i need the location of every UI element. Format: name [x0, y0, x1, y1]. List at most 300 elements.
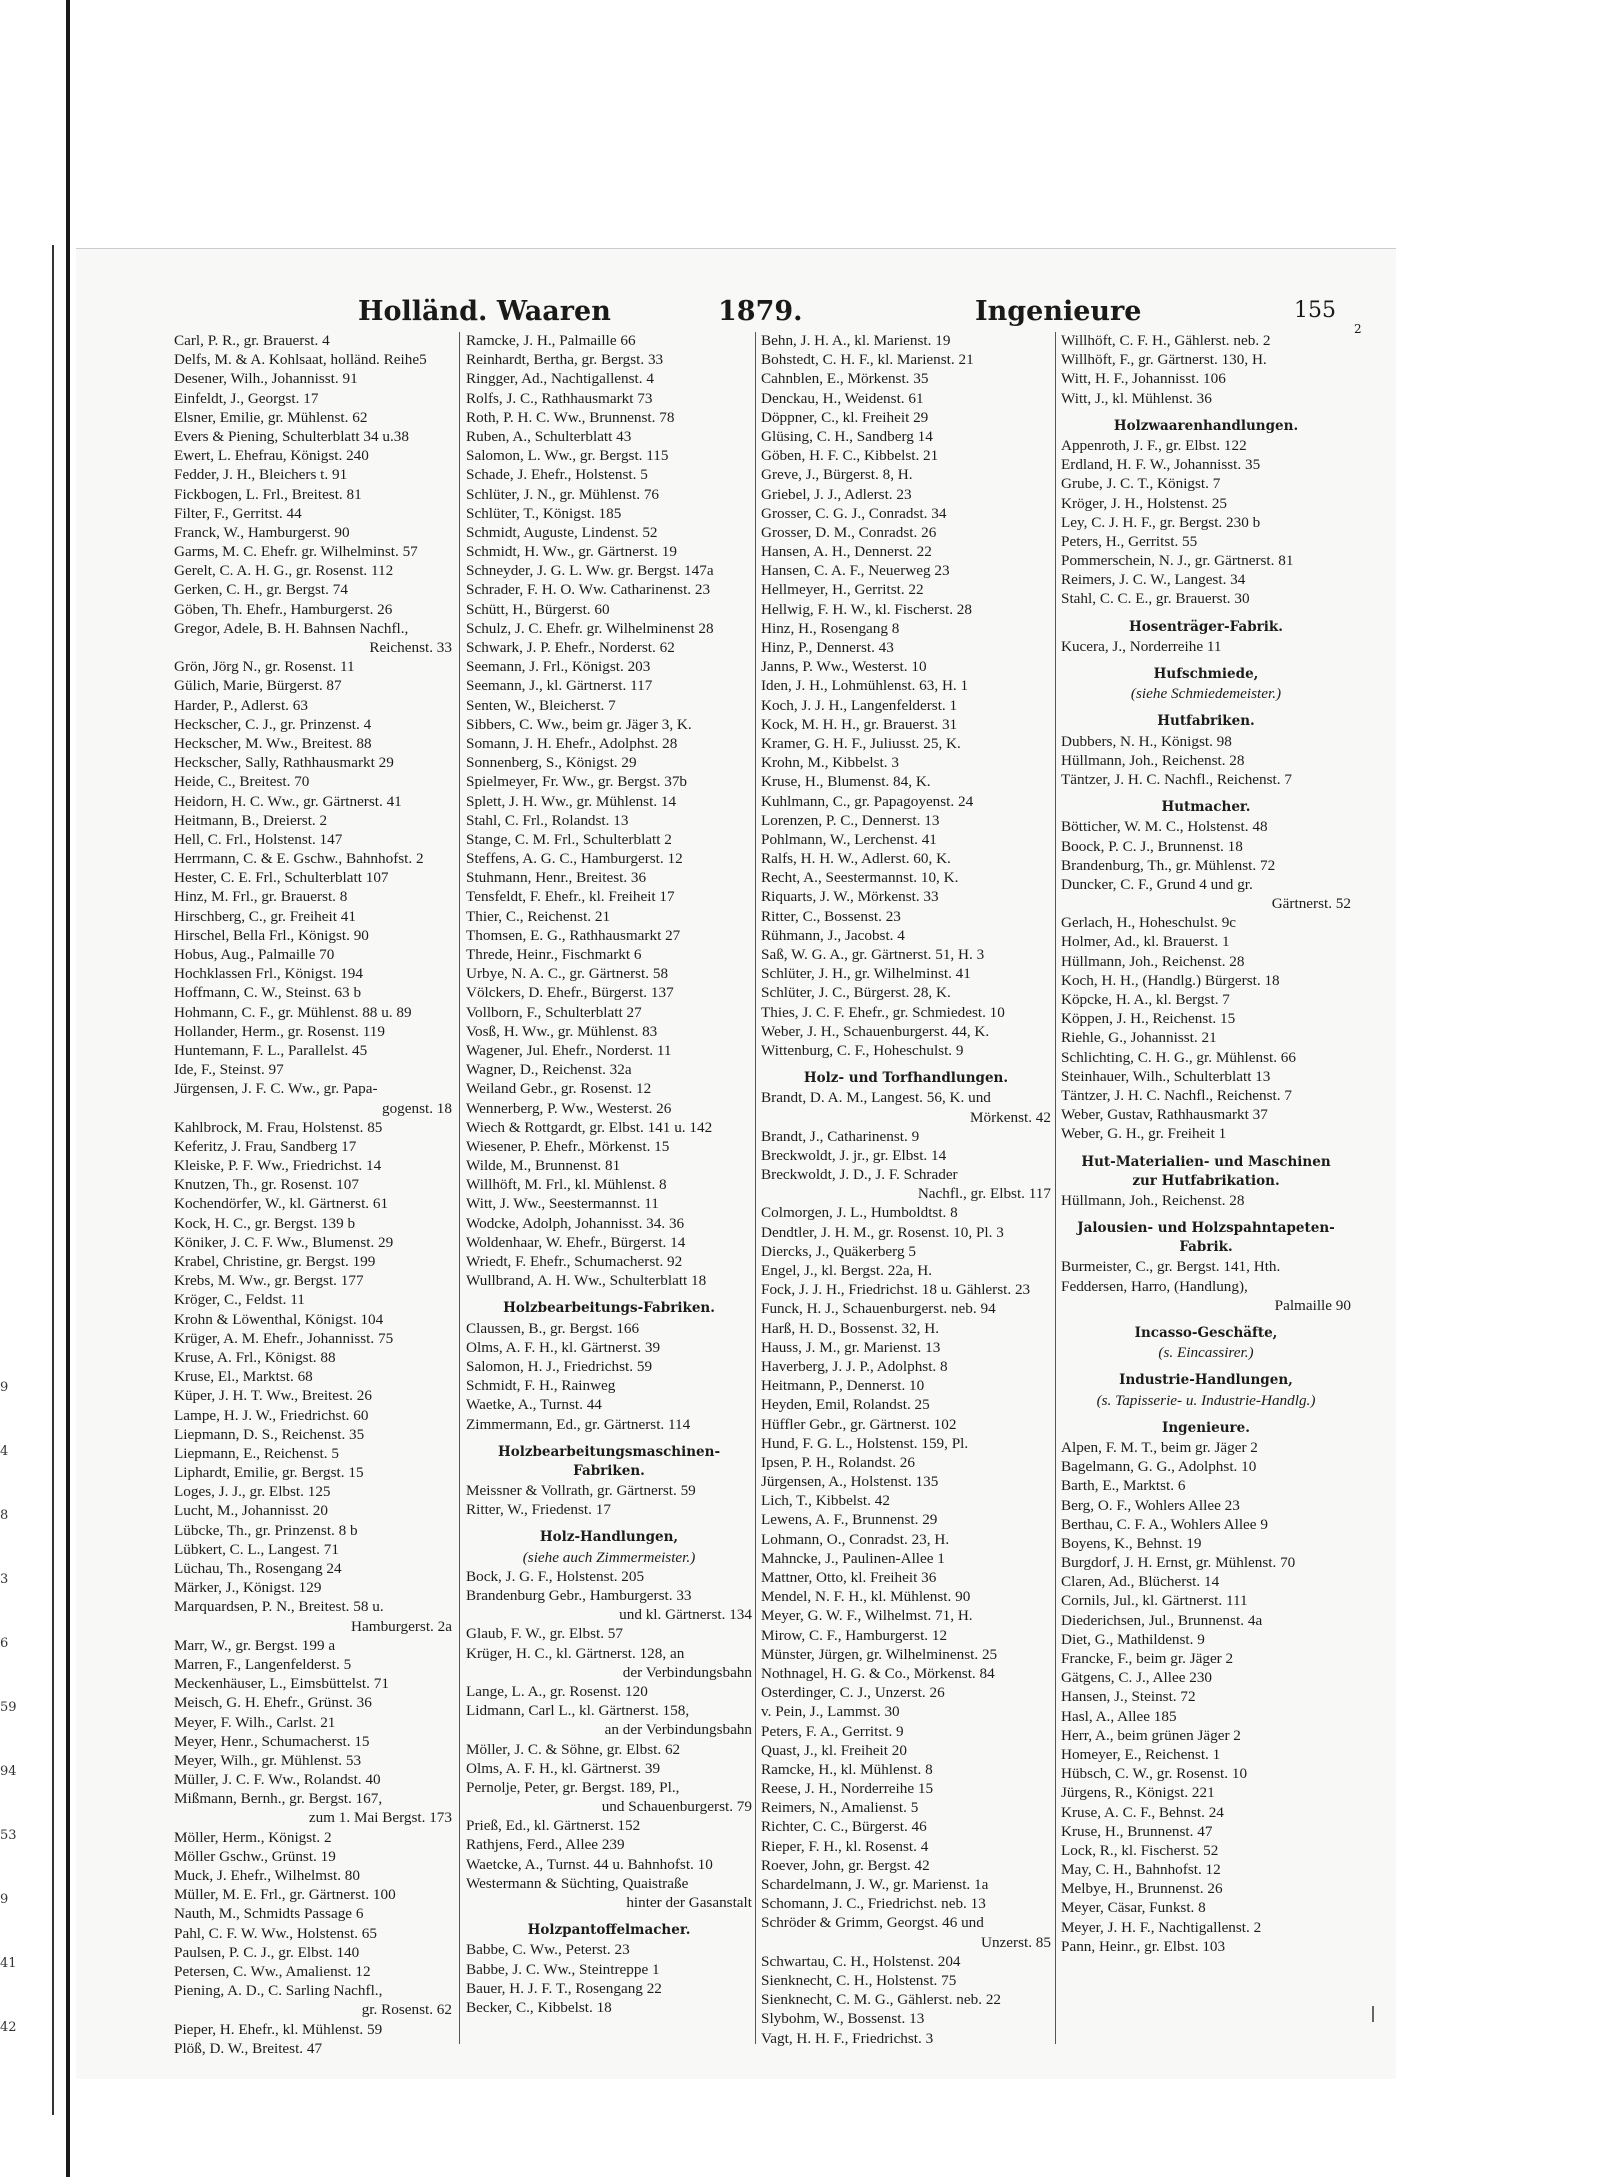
directory-entry: Thomsen, E. G., Rathhausmarkt 27	[466, 926, 681, 944]
section-heading: Hufschmiede,	[1153, 666, 1259, 682]
section-gap	[466, 1912, 752, 1921]
section-heading: Holz-Handlungen,	[539, 1529, 679, 1546]
directory-entry: Ewert, L. Ehefrau, Königst. 240	[174, 447, 369, 465]
directory-entry: Lucht, M., Johannisst. 20	[174, 1502, 328, 1520]
directory-entry: Reese, J. H., Norderreihe 15	[761, 1780, 934, 1798]
section-heading: Hosenträger-Fabrik.	[1129, 618, 1283, 635]
section-heading: Hutmacher.	[1161, 799, 1251, 816]
directory-entry: Rathjens, Ferd., Allee 239	[466, 1836, 625, 1854]
directory-entry: Cahnblen, E., Mörkenst. 35	[761, 370, 929, 388]
directory-entry: Reimers, N., Amalienst. 5	[761, 1799, 919, 1817]
directory-entry: Fock, J. J. H., Friedrichst. 18 u. Gählerst. 23	[761, 1281, 1031, 1299]
directory-entry: Hansen, A. H., Dennerst. 22	[761, 543, 932, 561]
directory-entry: Diet, G., Mathildenst. 9	[1061, 1630, 1205, 1648]
directory-entry: Riehle, G., Johannisst. 21	[1061, 1029, 1217, 1047]
directory-entry: Mißmann, Bernh., gr. Bergst. 167,	[174, 1790, 383, 1808]
directory-entry: Göben, H. F. C., Kibbelst. 21	[761, 447, 939, 465]
directory-entry: Schlüter, T., Königst. 185	[466, 504, 622, 522]
header-year: 1879.	[718, 296, 803, 327]
directory-entry: Wittenburg, C. F., Hoheschulst. 9	[761, 1041, 964, 1059]
directory-entry: Kruse, El., Marktst. 68	[174, 1368, 313, 1386]
directory-entry: Münster, Jürgen, gr. Wilhelminenst. 25	[761, 1645, 998, 1663]
directory-entry: Rühmann, J., Jacobst. 4	[761, 926, 905, 944]
directory-entry: Ide, F., Steinst. 97	[174, 1061, 284, 1079]
directory-entry: Möller, Herm., Königst. 2	[174, 1828, 332, 1846]
section-heading: Jalousien- und Holzspahntapeten-	[1077, 1220, 1335, 1237]
directory-entry: Kröger, J. H., Holstenst. 25	[1061, 494, 1228, 512]
directory-entry: Wullbrand, A. H. Ww., Schulterblatt 18	[466, 1272, 707, 1290]
directory-entry: Gerelt, C. A. H. G., gr. Rosenst. 112	[174, 562, 394, 580]
directory-entry: Täntzer, J. H. C. Nachfl., Reichenst. 7	[1061, 1086, 1292, 1104]
directory-entry: Appenroth, J. F., gr. Elbst. 122	[1061, 436, 1247, 454]
directory-entry: Märker, J., Königst. 129	[174, 1579, 322, 1597]
directory-entry: Garms, M. C. Ehefr. gr. Wilhelminst. 57	[174, 543, 418, 561]
directory-entry: Denckau, H., Weidenst. 61	[761, 389, 924, 407]
section-gap	[1061, 609, 1351, 618]
margin-number: 3	[0, 1572, 9, 1587]
section-crossref: (s. Tapisserie- u. Industrie-Handlg.)	[1096, 1391, 1316, 1409]
margin-number: 9	[0, 1892, 9, 1907]
directory-entry: Gätgens, C. J., Allee 230	[1061, 1669, 1213, 1687]
directory-entry: Schwartau, C. H., Holstenst. 204	[761, 1952, 961, 1970]
directory-entry: Mattner, Otto, kl. Freiheit 36	[761, 1569, 937, 1586]
section-heading: Holzbearbeitungs-Fabriken.	[503, 1300, 715, 1317]
entry-continuation: Palmaille 90	[1274, 1296, 1351, 1314]
directory-entry: Kruse, H., Brunnenst. 47	[1061, 1822, 1213, 1840]
directory-entry: Hirschel, Bella Frl., Königst. 90	[174, 926, 369, 944]
directory-entry: Mendel, N. F. H., kl. Mühlenst. 90	[761, 1588, 971, 1606]
directory-entry: Meisch, G. H. Ehefr., Grünst. 36	[174, 1694, 372, 1712]
directory-entry: Schardelmann, J. W., gr. Marienst. 1a	[761, 1876, 989, 1893]
directory-entry: Reinhardt, Bertha, gr. Bergst. 33	[466, 351, 664, 369]
section-gap	[1061, 703, 1351, 712]
directory-entry: Waetke, A., Turnst. 44	[466, 1396, 602, 1414]
directory-entry: Nothnagel, H. G. & Co., Mörkenst. 84	[761, 1664, 995, 1682]
directory-entry: Marquardsen, P. N., Breitest. 58 u.	[174, 1598, 384, 1616]
section-heading: Holzbearbeitungsmaschinen-	[497, 1443, 721, 1460]
section-gap	[1061, 1210, 1351, 1219]
directory-entry: Vagt, H. H. F., Friedrichst. 3	[761, 2029, 934, 2047]
directory-entry: Hüffler Gebr., gr. Gärtnerst. 102	[761, 1415, 957, 1433]
directory-entry: Lewens, A. F., Brunnenst. 29	[761, 1511, 938, 1529]
directory-entry: Prieß, Ed., kl. Gärtnerst. 152	[466, 1817, 641, 1835]
directory-entry: Kramer, G. H. F., Juliusst. 25, K.	[761, 734, 961, 752]
directory-entry: Gerken, C. H., gr. Bergst. 74	[174, 581, 348, 599]
directory-entry: Spielmeyer, Fr. Ww., gr. Bergst. 37b	[466, 773, 688, 791]
directory-entry: Grosser, D. M., Conradst. 26	[761, 523, 937, 541]
entry-continuation: Mörkenst. 42	[970, 1108, 1051, 1126]
directory-entry: Kruse, A. Frl., Königst. 88	[174, 1348, 336, 1366]
directory-entry: Meyer, G. W. F., Wilhelmst. 71, H.	[761, 1607, 973, 1625]
directory-entry: Glaub, F. W., gr. Elbst. 57	[466, 1625, 623, 1643]
directory-entry: Heckscher, Sally, Rathhausmarkt 29	[174, 754, 394, 772]
directory-entry: Lübcke, Th., gr. Prinzenst. 8 b	[174, 1521, 358, 1539]
directory-entry: Krohn, M., Kibbelst. 3	[761, 754, 899, 772]
directory-entry: Petersen, C. Ww., Amalienst. 12	[174, 1962, 371, 1980]
directory-entry: Ritter, W., Friedenst. 17	[466, 1501, 611, 1519]
directory-entry: Claren, Ad., Blücherst. 14	[1061, 1573, 1220, 1591]
entry-continuation: gogenst. 18	[381, 1099, 452, 1117]
directory-entry: Pohlmann, W., Lerchenst. 41	[761, 830, 937, 848]
directory-entry: Steffens, A. G. C., Hamburgerst. 12	[466, 850, 683, 868]
directory-entry: Hollander, Herm., gr. Rosenst. 119	[174, 1022, 385, 1040]
directory-entry: Pahl, C. F. W. Ww., Holstenst. 65	[174, 1924, 377, 1942]
directory-entry: Filter, F., Gerritst. 44	[174, 504, 302, 522]
directory-entry: Loges, J. J., gr. Elbst. 125	[174, 1483, 331, 1501]
directory-entry: Heyden, Emil, Rolandst. 25	[761, 1396, 930, 1414]
directory-entry: Hauss, J. M., gr. Marienst. 13	[761, 1338, 941, 1356]
directory-entry: Lich, T., Kibbelst. 42	[761, 1492, 890, 1510]
directory-entry: Willhöft, C. F. H., Gählerst. neb. 2	[1061, 332, 1271, 349]
directory-entry: Kuhlmann, C., gr. Papagoyenst. 24	[761, 792, 974, 810]
section-heading: Holz- und Torfhandlungen.	[803, 1070, 1009, 1087]
directory-entry: Becker, C., Kibbelst. 18	[466, 1998, 612, 2016]
section-gap	[466, 1519, 752, 1528]
directory-entry: Herrmann, C. & E. Gschw., Bahnhofst. 2	[174, 850, 424, 868]
directory-entry: Meissner & Vollrath, gr. Gärtnerst. 59	[466, 1482, 696, 1500]
directory-entry: Sibbers, C. Ww., beim gr. Jäger 3, K.	[466, 715, 692, 733]
section-heading: Fabrik.	[1179, 1239, 1233, 1256]
directory-entry: Köniker, J. C. F. Ww., Blumenst. 29	[174, 1233, 394, 1251]
directory-entry: Herr, A., beim grünen Jäger 2	[1061, 1726, 1241, 1744]
directory-entry: Francke, F., beim gr. Jäger 2	[1061, 1650, 1234, 1667]
directory-entry: Burmeister, C., gr. Bergst. 141, Hth.	[1061, 1258, 1281, 1276]
directory-entry: Kock, M. H. H., gr. Brauerst. 31	[761, 715, 958, 733]
section-heading: zur Hutfabrikation.	[1132, 1172, 1280, 1189]
directory-entry: Schulz, J. C. Ehefr. gr. Wilhelminenst 28	[466, 619, 714, 637]
directory-entry: Hellmeyer, H., Gerritst. 22	[761, 581, 924, 599]
directory-entry: Nauth, M., Schmidts Passage 6	[174, 1905, 364, 1923]
directory-entry: Erdland, H. F. W., Johannisst. 35	[1061, 456, 1261, 474]
margin-number: 94	[0, 1764, 17, 1779]
directory-entry: Desener, Wilh., Johannisst. 91	[174, 370, 358, 388]
directory-entry: Pann, Heinr., gr. Elbst. 103	[1061, 1937, 1226, 1955]
directory-entry: Vollborn, F., Schulterblatt 27	[466, 1003, 642, 1021]
directory-entry: Alpen, F. M. T., beim gr. Jäger 2	[1061, 1438, 1258, 1456]
directory-entry: Roever, John, gr. Bergst. 42	[761, 1856, 930, 1874]
directory-entry: Krüger, A. M. Ehefr., Johannisst. 75	[174, 1329, 394, 1347]
directory-entry: Völckers, D. Ehefr., Bürgerst. 137	[466, 984, 674, 1002]
section-heading: Industrie-Handlungen,	[1119, 1372, 1293, 1389]
directory-entry: Sonnenberg, S., Königst. 29	[466, 754, 637, 772]
directory-entry: Peters, H., Gerritst. 55	[1061, 532, 1198, 550]
directory-entry: Hohmann, C. F., gr. Mühlenst. 88 u. 89	[174, 1003, 412, 1021]
directory-entry: Witt, H. F., Johannisst. 106	[1061, 370, 1226, 388]
directory-entry: Diercks, J., Quäkerberg 5	[761, 1242, 916, 1260]
directory-entry: Stahl, C. C. E., gr. Brauerst. 30	[1061, 590, 1250, 608]
entry-continuation: zum 1. Mai Bergst. 173	[308, 1809, 452, 1827]
directory-entry: Schmidt, H. Ww., gr. Gärtnerst. 19	[466, 543, 677, 561]
directory-entry: Kröger, C., Feldst. 11	[174, 1291, 305, 1309]
directory-entry: Marren, F., Langenfelderst. 5	[174, 1655, 352, 1673]
directory-entry: Behn, J. H. A., kl. Marienst. 19	[761, 332, 951, 349]
entry-continuation: und Schauenburgerst. 79	[601, 1798, 752, 1816]
header-left-title: Holländ. Waaren	[358, 296, 611, 327]
directory-entry: Hobus, Aug., Palmaille 70	[174, 946, 335, 963]
directory-entry: Liepmann, D. S., Reichenst. 35	[174, 1425, 365, 1443]
directory-entry: Tensfeldt, F. Ehefr., kl. Freiheit 17	[466, 888, 675, 906]
directory-entry: Urbye, N. A. C., gr. Gärtnerst. 58	[466, 965, 669, 983]
directory-entry: Weber, J. H., Schauenburgerst. 44, K.	[761, 1022, 990, 1040]
section-gap	[466, 1290, 752, 1299]
directory-entry: Thies, J. C. F. Ehefr., gr. Schmiedest. 10	[761, 1003, 1005, 1021]
directory-entry: Wiesener, P. Ehefr., Mörkenst. 15	[466, 1137, 670, 1155]
directory-entry: Babbe, J. C. Ww., Steintreppe 1	[466, 1960, 660, 1978]
directory-entry: Dubbers, N. H., Königst. 98	[1061, 732, 1232, 750]
directory-entry: Möller, J. C. & Söhne, gr. Elbst. 62	[466, 1740, 681, 1758]
section-gap	[1061, 656, 1351, 665]
directory-entry: Hüllmann, Joh., Reichenst. 28	[1061, 1191, 1245, 1209]
directory-entry: Lohmann, O., Conradst. 23, H.	[761, 1530, 950, 1548]
entry-continuation: und kl. Gärtnerst. 134	[619, 1606, 752, 1624]
directory-entry: Grube, J. C. T., Königst. 7	[1061, 475, 1221, 493]
directory-entry: Weiland Gebr., gr. Rosenst. 12	[466, 1080, 652, 1098]
directory-entry: Carl, P. R., gr. Brauerst. 4	[174, 332, 330, 349]
directory-entry: Meckenhäuser, L., Eimsbüttelst. 71	[174, 1675, 389, 1693]
section-heading: Incasso-Geschäfte,	[1134, 1325, 1278, 1341]
directory-entry: Homeyer, E., Reichenst. 1	[1061, 1745, 1221, 1763]
entry-continuation: Unzerst. 85	[980, 1933, 1051, 1951]
directory-entry: Hochklassen Frl., Königst. 194	[174, 965, 363, 983]
facing-page-margin-numbers	[0, 1380, 22, 2084]
directory-entry: Schmidt, F. H., Rainweg	[466, 1377, 616, 1395]
section-crossref: (siehe Schmiedemeister.)	[1130, 685, 1282, 703]
directory-entry: Gregor, Adele, B. H. Bahnsen Nachfl.,	[174, 619, 409, 637]
entry-continuation: Gärtnerst. 52	[1271, 895, 1351, 913]
directory-entry: Fedder, J. H., Bleichers t. 91	[174, 466, 348, 484]
directory-entry: Grosser, C. G. J., Conradst. 34	[761, 504, 947, 522]
directory-entry: Schütt, H., Bürgerst. 60	[466, 600, 610, 618]
directory-entry: Müller, J. C. F. Ww., Rolandst. 40	[174, 1771, 381, 1789]
directory-entry: Döppner, C., kl. Freiheit 29	[761, 408, 929, 426]
section-heading: Ingenieure.	[1162, 1419, 1250, 1436]
section-gap	[1061, 1315, 1351, 1324]
column-divider	[1055, 332, 1056, 2044]
directory-entry: Westermann & Süchting, Quaistraße	[466, 1874, 689, 1892]
directory-entry: Harß, H. D., Bossenst. 32, H.	[761, 1319, 940, 1337]
page-header	[270, 296, 1340, 330]
directory-entry: Heckscher, M. Ww., Breitest. 88	[174, 734, 372, 752]
directory-entry: Waetcke, A., Turnst. 44 u. Bahnhofst. 10	[466, 1855, 713, 1873]
directory-entry: Lüchau, Th., Rosengang 24	[174, 1560, 342, 1577]
directory-entry: Rolfs, J. C., Rathhausmarkt 73	[466, 389, 653, 407]
directory-entry: Keferitz, J. Frau, Sandberg 17	[174, 1137, 357, 1155]
directory-entry: Heckscher, C. J., gr. Prinzenst. 4	[174, 715, 372, 733]
directory-entry: Brandenburg Gebr., Hamburgerst. 33	[466, 1587, 692, 1604]
directory-entry: Peters, F. A., Gerritst. 9	[761, 1722, 904, 1740]
directory-entry: Küper, J. H. T. Ww., Breitest. 26	[174, 1387, 372, 1405]
directory-entry: Mirow, C. F., Hamburgerst. 12	[761, 1626, 948, 1644]
entry-continuation: an der Verbindungsbahn	[604, 1721, 752, 1739]
directory-entry: Greve, J., Bürgerst. 8, H.	[761, 466, 913, 484]
directory-entry: Heitmann, P., Dennerst. 10	[761, 1377, 925, 1395]
directory-entry: Ralfs, H. H. W., Adlerst. 60, K.	[761, 850, 951, 868]
directory-entry: Bohstedt, C. H. F., kl. Marienst. 21	[761, 351, 974, 369]
directory-entry: Hübsch, C. W., gr. Rosenst. 10	[1061, 1765, 1248, 1783]
directory-entry: Wagener, Jul. Ehefr., Norderst. 11	[466, 1041, 672, 1059]
directory-entry: Gerlach, H., Hoheschulst. 9c	[1061, 914, 1237, 932]
directory-column-1	[174, 331, 452, 2058]
directory-entry: Jürgens, R., Königst. 221	[1061, 1784, 1215, 1802]
directory-entry: Kock, H. C., gr. Bergst. 139 b	[174, 1214, 356, 1232]
directory-entry: Haverberg, J. J. P., Adolphst. 8	[761, 1357, 948, 1375]
directory-entry: Breckwoldt, J. jr., gr. Elbst. 14	[761, 1146, 947, 1164]
entry-continuation: Hamburgerst. 2a	[351, 1617, 452, 1635]
directory-entry: Sienknecht, C. H., Holstenst. 75	[761, 1971, 957, 1989]
directory-entry: Elsner, Emilie, gr. Mühlenst. 62	[174, 408, 368, 426]
directory-entry: Brandenburg, Th., gr. Mühlenst. 72	[1061, 856, 1276, 874]
directory-entry: Lange, L. A., gr. Rosenst. 120	[466, 1682, 648, 1700]
directory-entry: Ringger, Ad., Nachtigallenst. 4	[466, 370, 654, 388]
directory-entry: Kleiske, P. F. Ww., Friedrichst. 14	[174, 1157, 382, 1175]
directory-entry: Einfeldt, J., Georgst. 17	[174, 389, 319, 407]
directory-entry: Griebel, J. J., Adlerst. 23	[761, 485, 912, 503]
directory-entry: Göben, Th. Ehefr., Hamburgerst. 26	[174, 600, 393, 618]
directory-entry: Paulsen, P. C. J., gr. Elbst. 140	[174, 1943, 360, 1961]
directory-entry: Stange, C. M. Frl., Schulterblatt 2	[466, 830, 672, 848]
directory-entry: Kruse, A. C. F., Behnst. 24	[1061, 1803, 1224, 1821]
directory-entry: Schmidt, Auguste, Lindenst. 52	[466, 523, 658, 541]
directory-entry: Brandt, J., Catharinenst. 9	[761, 1127, 920, 1145]
section-heading: Holzpantoffelmacher.	[527, 1922, 691, 1939]
directory-entry: Muck, J. Ehefr., Wilhelmst. 80	[174, 1867, 360, 1884]
section-gap	[1061, 1410, 1351, 1419]
directory-entry: Lorenzen, P. C., Dennerst. 13	[761, 811, 940, 829]
directory-entry: Pernolje, Peter, gr. Bergst. 189, Pl.,	[466, 1778, 680, 1796]
directory-entry: Boock, P. C. J., Brunnenst. 18	[1061, 837, 1243, 855]
directory-entry: Wiech & Rottgardt, gr. Elbst. 141 u. 142	[466, 1118, 713, 1136]
directory-entry: Iden, J. H., Lohmühlenst. 63, H. 1	[761, 677, 969, 695]
directory-entry: Schrader, F. H. O. Ww. Catharinenst. 23	[466, 581, 711, 599]
entry-continuation: Reichenst. 33	[369, 639, 452, 656]
directory-entry: Duncker, C. F., Grund 4 und gr.	[1061, 875, 1253, 893]
directory-entry: Stuhmann, Henr., Breitest. 36	[466, 869, 647, 887]
directory-entry: Weber, Gustav, Rathhausmarkt 37	[1061, 1106, 1268, 1124]
directory-entry: Möller Gschw., Grünst. 19	[174, 1847, 336, 1865]
section-gap	[1061, 1144, 1351, 1153]
directory-entry: Bock, J. G. F., Holstenst. 205	[466, 1567, 645, 1585]
directory-entry: Barth, E., Marktst. 6	[1061, 1477, 1186, 1495]
entry-continuation: Nachfl., gr. Elbst. 117	[917, 1185, 1051, 1203]
margin-number: 59	[0, 1700, 17, 1715]
directory-entry: Hellwig, F. H. W., kl. Fischerst. 28	[761, 600, 972, 618]
section-heading: Fabriken.	[573, 1462, 645, 1479]
directory-entry: Hansen, J., Steinst. 72	[1061, 1688, 1196, 1706]
directory-entry: Ruben, A., Schulterblatt 43	[466, 427, 632, 445]
directory-entry: Grön, Jörg N., gr. Rosenst. 11	[174, 658, 355, 676]
directory-entry: Koch, H. H., (Handlg.) Bürgerst. 18	[1061, 971, 1280, 989]
directory-entry: Krüger, H. C., kl. Gärtnerst. 128, an	[466, 1644, 685, 1662]
directory-entry: Burgdorf, J. H. Ernst, gr. Mühlenst. 70	[1061, 1554, 1296, 1572]
directory-entry: Liphardt, Emilie, gr. Bergst. 15	[174, 1464, 364, 1482]
directory-entry: Wilde, M., Brunnenst. 81	[466, 1157, 621, 1175]
directory-entry: Salomon, H. J., Friedrichst. 59	[466, 1357, 653, 1375]
directory-entry: Threde, Heinr., Fischmarkt 6	[466, 946, 642, 963]
directory-entry: Meyer, F. Wilh., Carlst. 21	[174, 1713, 336, 1731]
directory-entry: Steinhauer, Wilh., Schulterblatt 13	[1061, 1067, 1271, 1085]
directory-entry: Hüllmann, Joh., Reichenst. 28	[1061, 952, 1245, 970]
corner-mark: 2	[1354, 322, 1362, 336]
directory-entry: Franck, W., Hamburgerst. 90	[174, 523, 350, 541]
directory-entry: Lidmann, Carl L., kl. Gärtnerst. 158,	[466, 1702, 690, 1720]
directory-entry: Wodcke, Adolph, Johannisst. 34. 36	[466, 1214, 685, 1232]
directory-entry: Recht, A., Seestermannst. 10, K.	[761, 869, 959, 887]
directory-entry: Rieper, F. H., kl. Rosenst. 4	[761, 1837, 929, 1855]
directory-entry: Witt, J., kl. Mühlenst. 36	[1061, 389, 1212, 407]
directory-entry: Sienknecht, C. M. G., Gählerst. neb. 22	[761, 1991, 1002, 2009]
directory-entry: Hinz, H., Rosengang 8	[761, 619, 900, 637]
section-heading: Holzwaarenhandlungen.	[1113, 417, 1299, 434]
directory-entry: Ramcke, J. H., Palmaille 66	[466, 332, 636, 349]
section-crossref: (s. Eincassirer.)	[1158, 1344, 1254, 1362]
directory-entry: Gülich, Marie, Bürgerst. 87	[174, 677, 342, 695]
directory-entry: Meyer, J. H. F., Nachtigallenst. 2	[1061, 1918, 1262, 1936]
section-gap	[1061, 408, 1351, 417]
directory-entry: Willhöft, M. Frl., kl. Mühlenst. 8	[466, 1176, 667, 1194]
directory-entry: Vosß, H. Ww., gr. Mühlenst. 83	[466, 1022, 658, 1040]
directory-entry: Colmorgen, J. L., Humboldtst. 8	[761, 1204, 958, 1222]
directory-entry: Janns, P. Ww., Westerst. 10	[761, 658, 927, 676]
margin-number: 8	[0, 1508, 9, 1523]
directory-entry: Hüllmann, Joh., Reichenst. 28	[1061, 751, 1245, 769]
directory-entry: Krabel, Christine, gr. Bergst. 199	[174, 1253, 376, 1270]
section-gap	[761, 1060, 1051, 1069]
directory-entry: Lübkert, C. L., Langest. 71	[174, 1540, 339, 1558]
directory-entry: Seemann, J., kl. Gärtnerst. 117	[466, 677, 653, 695]
directory-entry: Liepmann, E., Reichenst. 5	[174, 1444, 339, 1462]
directory-entry: Schade, J. Ehefr., Holstenst. 5	[466, 466, 648, 484]
directory-entry: Huntemann, F. L., Parallelst. 45	[174, 1041, 368, 1059]
margin-number: 41	[0, 1956, 17, 1971]
section-crossref: (siehe auch Zimmermeister.)	[522, 1548, 696, 1566]
directory-entry: Ramcke, H., kl. Mühlenst. 8	[761, 1760, 933, 1778]
entry-continuation: gr. Rosenst. 62	[361, 2001, 452, 2019]
directory-entry: Wriedt, F. Ehefr., Schumacherst. 92	[466, 1253, 683, 1270]
directory-entry: Hell, C. Frl., Holstenst. 147	[174, 830, 343, 848]
directory-entry: Schlüter, J. N., gr. Mühlenst. 76	[466, 485, 660, 503]
directory-entry: Schwark, J. P. Ehefr., Norderst. 62	[466, 639, 675, 656]
directory-entry: Babbe, C. Ww., Peterst. 23	[466, 1941, 630, 1959]
directory-entry: Thier, C., Reichenst. 21	[466, 907, 611, 925]
directory-entry: Willhöft, F., gr. Gärtnerst. 130, H.	[1061, 351, 1267, 369]
section-gap	[1061, 789, 1351, 798]
directory-entry: Riquarts, J. W., Mörkenst. 33	[761, 888, 939, 906]
directory-entry: Stahl, C. Frl., Rolandst. 13	[466, 811, 629, 829]
directory-column-3	[761, 331, 1051, 2048]
directory-entry: Kucera, J., Norderreihe 11	[1061, 637, 1222, 655]
margin-number: 9	[0, 1380, 9, 1395]
directory-entry: Slybohm, W., Bossenst. 13	[761, 2010, 925, 2028]
directory-entry: Richter, C. C., Bürgerst. 46	[761, 1818, 927, 1836]
directory-entry: Krebs, M. Ww., gr. Bergst. 177	[174, 1272, 364, 1290]
directory-entry: Dendtler, J. H. M., gr. Rosenst. 10, Pl. 3	[761, 1223, 1004, 1241]
directory-entry: Schneyder, J. G. L. Ww. gr. Bergst. 147a	[466, 562, 714, 580]
page-number: 155	[1294, 298, 1336, 323]
directory-entry: Breckwoldt, J. D., J. F. Schrader	[761, 1166, 958, 1184]
directory-entry: Feddersen, Harro, (Handlung),	[1061, 1277, 1248, 1295]
directory-entry: Melbye, H., Brunnenst. 26	[1061, 1880, 1223, 1898]
directory-entry: Jürgensen, A., Holstenst. 135	[761, 1473, 939, 1491]
directory-entry: Hinz, P., Dennerst. 43	[761, 639, 894, 656]
directory-column-4	[1061, 331, 1351, 1956]
directory-entry: Weber, G. H., gr. Freiheit 1	[1061, 1125, 1227, 1143]
directory-entry: Meyer, Wilh., gr. Mühlenst. 53	[174, 1751, 362, 1769]
directory-entry: Harder, P., Adlerst. 63	[174, 696, 308, 714]
directory-entry: Somann, J. H. Ehefr., Adolphst. 28	[466, 734, 678, 752]
directory-entry: Knutzen, Th., gr. Rosenst. 107	[174, 1176, 359, 1194]
section-heading: Hutfabriken.	[1157, 713, 1255, 730]
directory-entry: Osterdinger, C. J., Unzerst. 26	[761, 1684, 945, 1702]
